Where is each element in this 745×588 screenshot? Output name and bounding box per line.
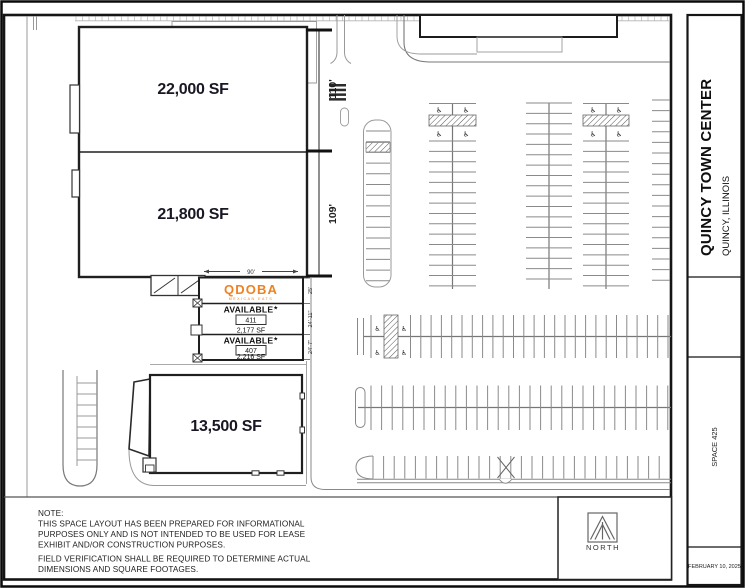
suite-411-number: 411: [245, 317, 257, 325]
north-label: NORTH: [585, 543, 621, 552]
project-location: QUINCY, ILLINOIS: [721, 175, 732, 256]
space-21800-label: 21,800 SF: [157, 206, 229, 223]
tenant-strip: [191, 278, 303, 363]
available-text: AVAILABLE: [223, 304, 274, 315]
available-label-407: [224, 336, 279, 346]
available-text: AVAILABLE: [223, 335, 274, 346]
door-marker: [252, 471, 259, 475]
dim-qdoba: 25': [308, 286, 314, 295]
drawing-date: FEBRUARY 10, 2025: [688, 564, 741, 570]
door-marker: [300, 393, 305, 399]
suite-407-number: 407: [245, 348, 257, 355]
note-line: EXHIBIT AND/OR CONSTRUCTION PURPOSES.: [38, 540, 226, 550]
no-parking-hatch: [366, 143, 390, 153]
available-label-411: [224, 305, 279, 315]
trash-enclosure: [151, 276, 205, 296]
space-22000-label: 22,000 SF: [157, 81, 229, 98]
accessible-parking-icon: ♿: [374, 326, 381, 333]
star-icon: ★: [273, 305, 279, 312]
dim-411: 24'-11": [308, 310, 314, 328]
loading-dock: [72, 170, 80, 197]
accessible-parking-icon: ♿: [589, 131, 597, 139]
entry-vestibule: [191, 325, 202, 335]
accessible-parking-icon: ♿: [435, 107, 443, 115]
suite-411-area: 2,177 SF: [236, 327, 266, 335]
accessible-parking-icon: ♿: [462, 131, 470, 139]
title-block: [688, 15, 742, 585]
door-marker: [277, 471, 284, 475]
accessible-parking-icon: ♿: [401, 350, 407, 357]
loading-dock: [70, 85, 80, 133]
building-13500: [129, 375, 305, 475]
note-line: THIS SPACE LAYOUT HAS BEEN PREPARED FOR INFORMATIONAL: [38, 519, 305, 529]
note-line: DIMENSIONS AND SQUARE FOOTAGES.: [38, 565, 199, 574]
outparcel-building: [420, 15, 617, 37]
note-heading: NOTE:: [38, 509, 64, 518]
door-marker: [300, 427, 305, 433]
accessible-parking-icon: ♿: [374, 350, 381, 357]
qdoba-logo: QDOBA: [224, 282, 278, 297]
space-reference: SPACE 425: [710, 427, 719, 467]
dim-110: 110': [327, 79, 339, 99]
accessible-parking-icon: ♿: [589, 107, 597, 115]
accessible-parking-icon: ♿: [615, 107, 623, 115]
qdoba-tagline: MEXICAN EATS: [228, 297, 274, 301]
accessible-aisle-hatch: [429, 115, 476, 126]
dim-90: 90': [247, 270, 255, 276]
accessible-parking-icon: ♿: [401, 326, 407, 333]
dim-109: 109': [327, 203, 339, 225]
space-13500-label: 13,500 SF: [190, 418, 262, 435]
star-icon: ★: [273, 336, 279, 343]
project-title: QUINCY TOWN CENTER: [698, 78, 715, 256]
accessible-parking-icon: ♿: [615, 131, 623, 139]
note-line: FIELD VERIFICATION SHALL BE REQUIRED TO DETERMINE ACTUAL: [38, 554, 311, 564]
accessible-aisle-hatch: [384, 315, 398, 358]
accessible-parking-icon: ♿: [462, 107, 470, 115]
north-arrow-block: [558, 497, 672, 580]
suite-407-area: 2,216 SF: [236, 354, 266, 361]
accessible-parking-icon: ♿: [435, 131, 443, 139]
accessible-aisle-hatch: [583, 115, 629, 126]
note-line: PURPOSES ONLY AND IS NOT INTENDED TO BE USED FOR LEASE: [38, 530, 306, 539]
dim-407: 24'-7": [308, 339, 314, 355]
